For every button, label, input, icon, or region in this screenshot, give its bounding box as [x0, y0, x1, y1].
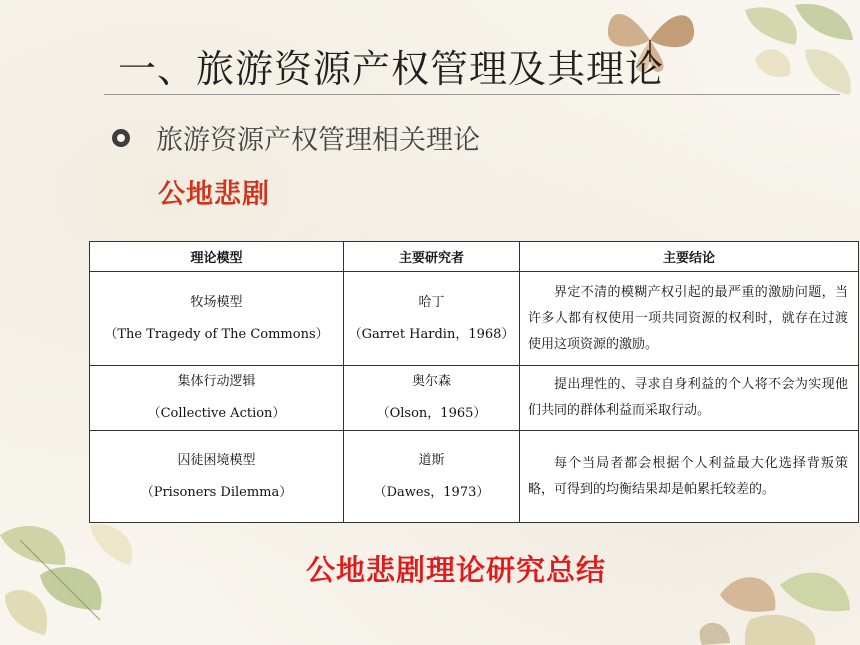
researcher-name: 哈丁: [418, 294, 445, 310]
table-header-row: [90, 242, 859, 272]
conclusion-text: 每个当局者都会根据个人利益最大化选择背叛策略，可得到的均衡结果却是帕累托较差的。: [528, 455, 848, 497]
header-conclusion: 主要结论: [520, 242, 859, 272]
model-cell: [90, 431, 344, 523]
conclusion-text: 界定不清的模糊产权引起的最严重的激励问题，当许多人都有权使用一项共同资源的权利时，就存在过渡使用这项资源的激励。: [528, 284, 848, 352]
subheading: 公地悲剧: [158, 179, 270, 210]
table-row: [90, 272, 859, 366]
header-theory-model: 理论模型: [90, 242, 344, 272]
slide-title: 一、旅游资源产权管理及其理论: [118, 47, 665, 91]
model-english-name: （The Tragedy of The Commons）: [104, 326, 329, 342]
model-name: 牧场模型: [190, 294, 243, 310]
model-name: 集体行动逻辑: [177, 374, 256, 389]
researcher-cell: [344, 431, 520, 523]
researcher-english-name: （Olson，1965）: [376, 406, 487, 421]
researcher-english-name: （Garret Hardin，1968）: [348, 326, 515, 342]
leaves-top-right-illustration: [735, 0, 860, 120]
table-row: [90, 366, 859, 431]
researcher-cell: [344, 272, 520, 366]
bullet-item: [112, 118, 480, 157]
header-researcher: 主要研究者: [344, 242, 520, 272]
researcher-name: 道斯: [418, 452, 445, 468]
model-cell: [90, 366, 344, 431]
model-english-name: （Prisoners Dilemma）: [140, 484, 293, 500]
circle-bullet-icon: [112, 129, 130, 147]
theory-table: [89, 241, 859, 523]
summary-link[interactable]: 公地悲剧理论研究总结: [306, 553, 607, 587]
model-cell: [90, 272, 344, 366]
leaves-bottom-left-illustration: [0, 505, 150, 645]
model-name: 囚徒困境模型: [177, 452, 256, 468]
researcher-english-name: （Dawes，1973）: [373, 484, 490, 500]
bullet-text: 旅游资源产权管理相关理论: [156, 125, 480, 156]
conclusion-cell: [520, 366, 859, 431]
researcher-cell: [344, 366, 520, 431]
conclusion-cell: [520, 272, 859, 366]
model-english-name: （Collective Action）: [147, 406, 286, 421]
leaves-bottom-right-illustration: [690, 545, 860, 645]
conclusion-cell: [520, 431, 859, 523]
conclusion-text: 提出理性的、寻求自身利益的个人将不会为实现他们共同的群体利益而采取行动。: [528, 377, 848, 418]
table-row: [90, 431, 859, 523]
title-divider: [104, 94, 840, 95]
researcher-name: 奥尔森: [411, 374, 451, 389]
